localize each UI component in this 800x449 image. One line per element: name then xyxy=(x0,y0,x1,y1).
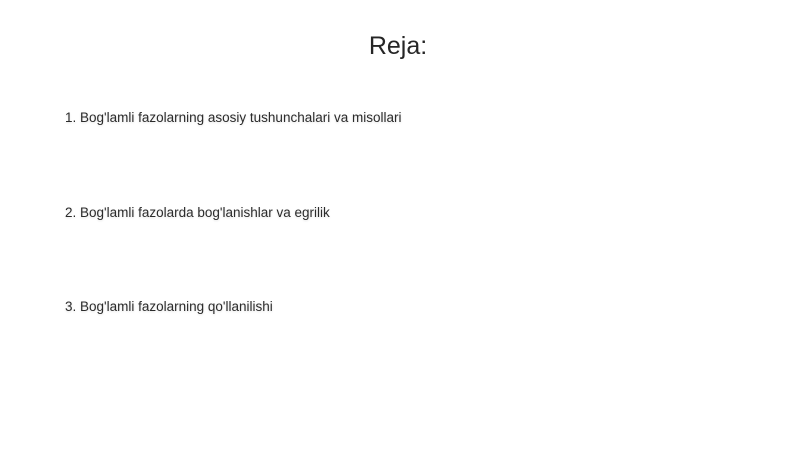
plan-item-1: 1. Bog'lamli fazolarning asosiy tushunchalari va misollari xyxy=(65,110,402,125)
plan-item-3: 3. Bog'lamli fazolarning qo'llanilishi xyxy=(65,299,273,314)
plan-item-2: 2. Bog'lamli fazolarda bog'lanishlar va egrilik xyxy=(65,205,330,220)
slide-title: Reja: xyxy=(368,32,428,60)
